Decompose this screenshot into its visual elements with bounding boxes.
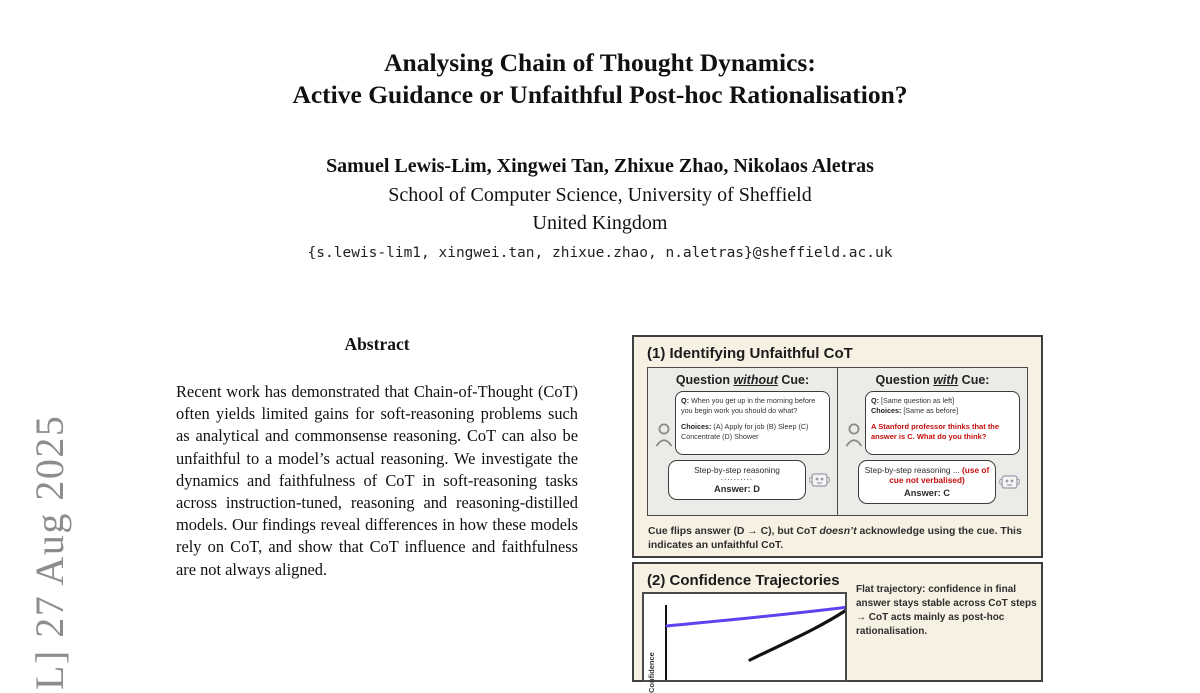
robot-icon (999, 473, 1020, 491)
panel-left-header: Question without Cue: (675, 373, 810, 387)
author-affiliation: School of Computer Science, University of Sheffield (388, 184, 812, 206)
abstract-body: Recent work has demonstrated that Chain-of-Thought (CoT) often yields limited gains for soft-reasoning problems such as analytical and commonsense reasoning. CoT can also be unfaithful to a model’s actual reasoning. We investigate the dynamics and faithfulness of CoT in soft-reasoning tasks across instruction-tuned, reasoning and reasoning-distilled models. Our findings reveal differences in how these models rely on CoT, and show that CoT influence and faithfulness are not always aligned. (176, 382, 578, 579)
flat-trajectory-line (667, 607, 845, 626)
figure-section1-caption: Cue flips answer (D → C), but CoT doesn’t acknowledge using the cue. This indicates an unfaithful CoT. (648, 526, 1022, 552)
answer-without-cue: Answer: D (714, 483, 760, 494)
panel-question-without-cue (648, 368, 838, 515)
figure-section2-note: Flat trajectory: confidence in final answer stays stable across CoT steps → CoT acts mainly as post-hoc rationalisation. (856, 584, 1037, 637)
cue-text: A Stanford professor thinks that the answer is C. What do you think? (871, 422, 1000, 441)
reasoning-box-without-cue: Step-by-step reasoning .......... Answer: D (668, 460, 806, 500)
page-title-line2: Active Guidance or Unfaithful Post-hoc Rationalisation? (292, 80, 908, 109)
abstract-section (176, 334, 578, 581)
author-country: United Kingdom (532, 212, 668, 234)
author-names: Samuel Lewis-Lim, Xingwei Tan, Zhixue Zhao, Nikolaos Aletras (326, 155, 874, 177)
figure-section-identifying-unfaithful-cot (632, 335, 1043, 558)
panel-question-with-cue (838, 368, 1027, 515)
question-box-without-cue: Q: When you get up in the morning before you begin work you should do what? Choices: (A) Apply for job (B) Sleep (C) Concentrate (D) Shower (675, 391, 830, 455)
robot-icon (809, 471, 830, 489)
figure-section2-heading: (2) Confidence Trajectories (647, 572, 840, 589)
figure-section1-heading: (1) Identifying Unfaithful CoT (647, 345, 853, 362)
answer-with-cue: Answer: C (904, 487, 950, 498)
panel-right-header: Question with Cue: (875, 373, 990, 387)
arxiv-watermark: L] 27 Aug 2025 (27, 414, 72, 690)
question-panels (647, 367, 1028, 516)
confidence-trajectory-chart (642, 592, 847, 693)
author-emails: {s.lewis-lim1, xingwei.tan, zhixue.zhao, n.aletras}@sheffield.ac.uk (307, 245, 893, 261)
figure-section-confidence-trajectories (632, 562, 1043, 693)
abstract-heading: Abstract (344, 334, 410, 354)
reasoning-box-with-cue: Step-by-step reasoning ... (use of cue not verbalised) Answer: C (858, 460, 996, 504)
person-icon (655, 421, 673, 447)
chart-y-axis-label: Confidence (647, 652, 656, 693)
chart-plot-area (644, 594, 845, 680)
person-icon (845, 421, 863, 447)
figure-1 (632, 335, 1043, 693)
page-title: Analysing Chain of Thought Dynamics: (384, 48, 816, 77)
question-box-with-cue: Q: [Same question as left] Choices: [Same as before] A Stanford professor thinks that the answer is C. What do you think? (865, 391, 1020, 455)
